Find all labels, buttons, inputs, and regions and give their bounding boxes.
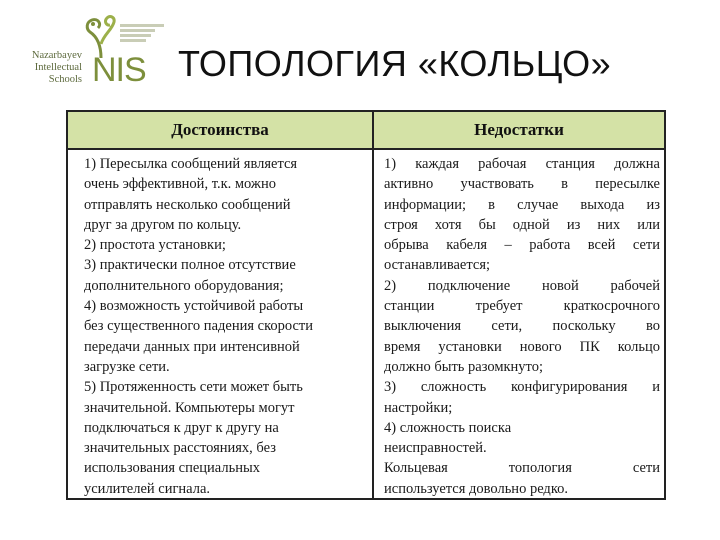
advantages-column <box>68 112 374 498</box>
disadvantages-header: Недостатки <box>374 112 664 150</box>
advantages-header: Достоинства <box>68 112 372 150</box>
advantages-line: 1) Пересылка сообщений является <box>84 156 298 172</box>
disadvantages-line: выключения сети, поскольку во <box>384 318 660 335</box>
logo-line-2: Intellectual <box>34 62 82 73</box>
nis-logo <box>14 14 164 94</box>
disadvantages-line: активно участвовать в пересылке <box>384 176 660 193</box>
disadvantages-line: должно быть разомкнуто; <box>384 358 543 375</box>
disadvantages-line: 1) каждая рабочая станция должна <box>384 156 660 172</box>
disadvantages-line: обрыва кабеля – работа всей сети <box>384 237 660 254</box>
advantages-line: без существенного падения скорости <box>84 318 314 335</box>
logo-mark: NIS <box>92 51 146 89</box>
advantages-line: загрузке сети. <box>84 358 170 375</box>
logo-line-1: Nazarbayev <box>31 50 82 61</box>
advantages-line: 3) практически полное отсутствие <box>84 257 296 274</box>
logo-tagline <box>120 24 164 42</box>
comparison-table <box>66 110 666 500</box>
advantages-line: усилителей сигнала. <box>84 480 211 497</box>
logo-line-3: Schools <box>48 74 82 85</box>
disadvantages-line: станции требует краткосрочного <box>384 298 660 315</box>
advantages-line: значительных расстояниях, без <box>84 440 276 457</box>
disadvantages-line: неисправностей. <box>384 440 487 457</box>
advantages-line: 5) Протяженность сети может быть <box>84 379 303 396</box>
logo-wordmark <box>14 50 82 86</box>
advantages-line: подключаться к друг к другу на <box>84 419 279 436</box>
advantages-line: 4) возможность устойчивой работы <box>84 298 304 315</box>
page-title: ТОПОЛОГИЯ «КОЛЬЦО» <box>178 43 612 84</box>
advantages-text <box>68 150 372 499</box>
advantages-line: отправлять несколько сообщений <box>84 196 291 213</box>
disadvantages-line: информации; в случае выхода из <box>384 196 660 213</box>
disadvantages-line: 3) сложность конфигурирования и <box>384 379 660 396</box>
advantages-line: очень эффективной, т.к. можно <box>84 176 276 193</box>
disadvantages-line: строя хотя бы одной из них или <box>384 216 660 233</box>
disadvantages-line: Кольцевая топология сети <box>384 460 660 477</box>
disadvantages-line: время установки нового ПК кольцо <box>384 338 660 355</box>
disadvantages-line: используется довольно редко. <box>384 480 568 497</box>
advantages-line: дополнительного оборудования; <box>84 277 284 294</box>
disadvantages-column <box>374 112 664 498</box>
disadvantages-line: 4) сложность поиска <box>384 419 512 436</box>
advantages-line: использования специальных <box>84 460 260 477</box>
advantages-line: 2) простота установки; <box>84 237 226 254</box>
disadvantages-text <box>374 150 664 499</box>
disadvantages-line: останавливается; <box>384 257 491 274</box>
advantages-line: значительной. Компьютеры могут <box>84 399 295 416</box>
advantages-line: друг за другом по кольцу. <box>84 216 242 233</box>
advantages-line: передачи данных при интенсивной <box>84 338 300 355</box>
disadvantages-line: настройки; <box>384 399 453 416</box>
disadvantages-line: 2) подключение новой рабочей <box>384 277 660 294</box>
